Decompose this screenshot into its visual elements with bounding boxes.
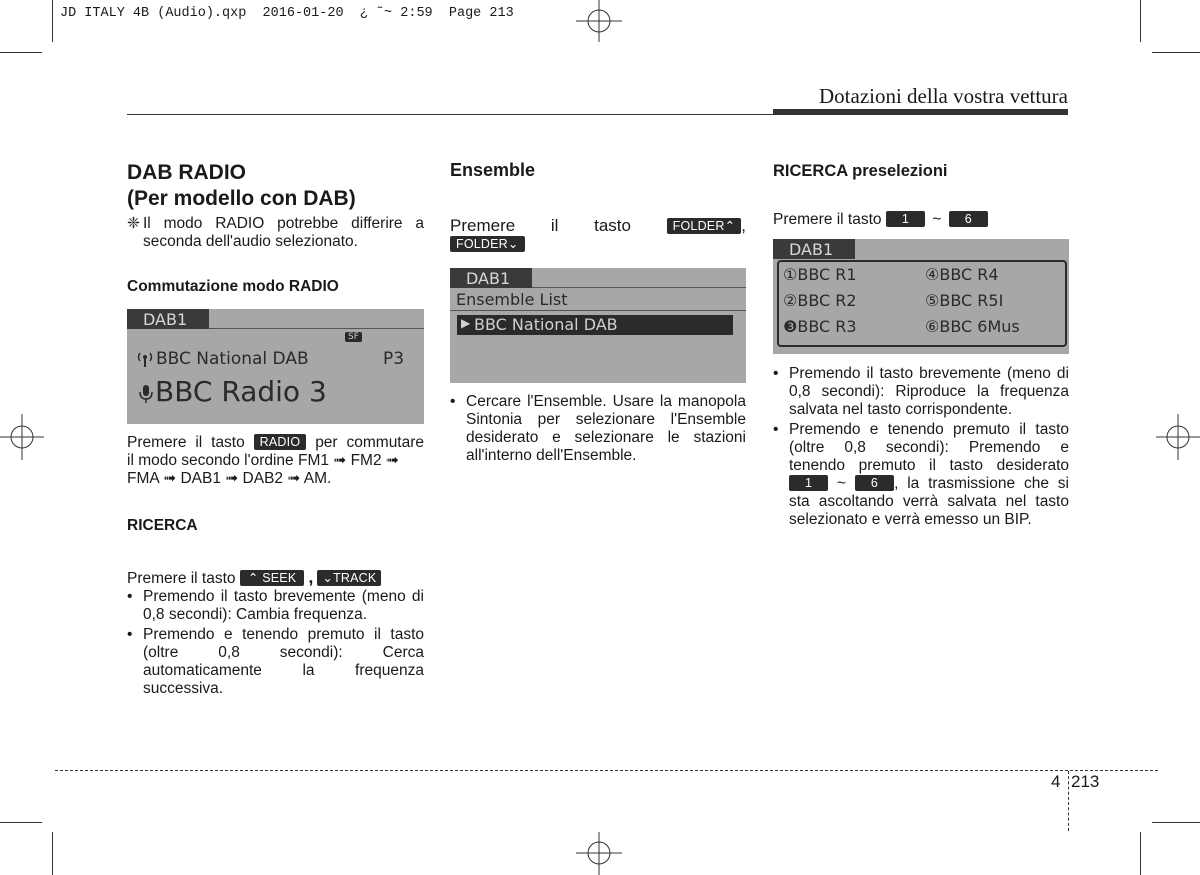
preset-6-button: 6 — [949, 211, 988, 227]
chapter-number: 4 — [1051, 772, 1061, 791]
preset-entry: ②BBC R2 — [783, 291, 857, 310]
footer-dashed-divider — [1068, 771, 1069, 831]
header-rule-thick — [773, 109, 1068, 115]
section-title: DAB RADIO — [127, 161, 246, 184]
para-post: per commutare — [315, 434, 425, 451]
preselezioni-press-line — [773, 211, 988, 229]
preselezioni-title: RICERCA preselezioni — [773, 162, 948, 180]
section-subtitle: (Per modello con DAB) — [127, 187, 356, 210]
list-item: • Premendo e tenendo premuto il tasto (oltre 0,8 secondi): Premendo e tenendo premuto il tasto desiderato 1 ~ 6 , la trasmissione che si sta ascoltando verrà salvata nel tasto selezionato e verrà emesso un BIP. — [773, 421, 1069, 529]
registration-mark-top — [576, 0, 622, 42]
microphone-icon — [139, 384, 153, 404]
para-pre: Premere il tasto — [127, 434, 245, 451]
page-number: 213 — [1071, 772, 1100, 791]
chevron-down-icon: ⌄ — [322, 571, 334, 585]
crop-mark — [52, 0, 53, 42]
note — [127, 215, 424, 251]
list-item: • Premendo il tasto brevemente (meno di 0,8 secondi): Cambia frequenza. — [127, 588, 424, 624]
lcd-list-title: Ensemble List — [456, 290, 568, 309]
lcd-station-name: BBC National DAB — [156, 349, 309, 369]
note-symbol: ❈ — [127, 215, 140, 232]
paragraph-line1 — [127, 434, 424, 452]
lcd-program-name: BBC Radio 3 — [155, 375, 327, 408]
list-item: • Premendo il tasto brevemente (meno di 0,8 secondi): Riproduce la frequenza salvata nel tasto corrispondente. — [773, 365, 1069, 419]
preset-1-button: 1 — [886, 211, 925, 227]
lcd-display-radio — [127, 309, 424, 424]
subsection-title-commutazione: Commutazione modo RADIO — [127, 278, 339, 295]
chevron-down-icon: ⌄ — [507, 237, 519, 251]
ensemble-press-line — [450, 216, 746, 236]
crop-mark — [0, 822, 42, 823]
list-item: • Premendo e tenendo premuto il tasto (oltre 0,8 secondi): Cerca automaticamente la frequenza successiva. — [127, 626, 424, 698]
ensemble-bullets — [450, 393, 746, 465]
running-title: Dotazioni della vostra vettura — [819, 84, 1068, 108]
preset-entry: ⑥BBC 6Mus — [925, 317, 1020, 336]
crop-mark — [1152, 822, 1200, 823]
footer-dashed-rule — [55, 770, 1158, 771]
lcd-band-label: DAB1 — [789, 240, 834, 259]
lcd-top-line — [532, 287, 746, 288]
paragraph-line2: il modo secondo l'ordine FM1 ➟ FM2 ➟ — [127, 452, 399, 469]
lcd-top-line — [209, 328, 424, 329]
header-rule-thin — [127, 114, 773, 115]
preset-entry: ⑤BBC R5I — [925, 291, 1004, 310]
lcd-display-presets — [773, 239, 1069, 354]
seek-button: ⌃ SEEK — [240, 570, 305, 586]
registration-mark-bottom — [576, 832, 622, 875]
folder-down-wrap — [450, 236, 525, 254]
chevron-up-icon: ⌃ — [724, 219, 736, 233]
note-text: Il modo RADIO potrebbe differire a seconda dell'audio selezionato. — [143, 215, 424, 250]
folder-down-button: FOLDER⌄ — [450, 236, 525, 252]
preselezioni-bullets — [773, 365, 1069, 529]
ensemble-title: Ensemble — [450, 160, 536, 180]
press-buttons — [667, 216, 746, 235]
subsection-title-ricerca: RICERCA — [127, 517, 198, 534]
comma: , — [308, 567, 314, 587]
ricerca-bullets — [127, 588, 424, 698]
chevron-up-icon: ⌃ — [247, 571, 263, 585]
lcd-selected-ensemble: BBC National DAB — [474, 315, 618, 334]
tilde: ~ — [837, 475, 847, 492]
lcd-list-rule — [450, 310, 746, 311]
lcd-band-label: DAB1 — [466, 269, 511, 288]
crop-mark — [1140, 0, 1141, 42]
crop-mark — [1140, 832, 1141, 875]
search-pre: Premere il tasto — [127, 570, 236, 587]
crop-mark — [0, 52, 42, 53]
preset-6-button: 6 — [855, 475, 894, 491]
press-pre: Premere il tasto — [450, 216, 631, 235]
sf-badge: SF — [345, 332, 362, 342]
play-icon: ▶ — [461, 316, 471, 330]
paragraph-commutazione — [127, 434, 424, 488]
lcd-band-label: DAB1 — [143, 310, 188, 329]
lcd-preset: P3 — [383, 349, 405, 369]
antenna-icon — [137, 351, 153, 367]
list-item: • Cercare l'Ensemble. Usare la manopola Sintonia per selezionare l'Ensemble desiderato e selezionare le stazioni all'interno dell'Ensemble. — [450, 393, 746, 465]
comma: , — [741, 216, 746, 235]
press-pre: Premere il tasto — [773, 211, 882, 228]
preset-entry: ④BBC R4 — [925, 265, 999, 284]
track-button: ⌄TRACK — [317, 570, 381, 586]
preset-entry: ❸BBC R3 — [783, 317, 857, 336]
paragraph-line3: FMA ➟ DAB1 ➟ DAB2 ➟ AM. — [127, 470, 332, 487]
crop-mark — [1152, 52, 1200, 53]
print-header: JD ITALY 4B (Audio).qxp 2016-01-20 ¿ ˜~ 2:59 Page 213 — [60, 6, 514, 21]
radio-button: RADIO — [254, 434, 307, 450]
registration-mark-left — [0, 414, 44, 460]
registration-mark-right — [1156, 414, 1200, 460]
preset-1-button: 1 — [789, 475, 828, 491]
tilde: ~ — [932, 211, 942, 228]
folder-up-button: FOLDER⌃ — [667, 218, 742, 234]
search-line — [127, 568, 424, 588]
lcd-display-ensemble — [450, 268, 746, 383]
crop-mark — [52, 832, 53, 875]
preset-entry: ①BBC R1 — [783, 265, 857, 284]
